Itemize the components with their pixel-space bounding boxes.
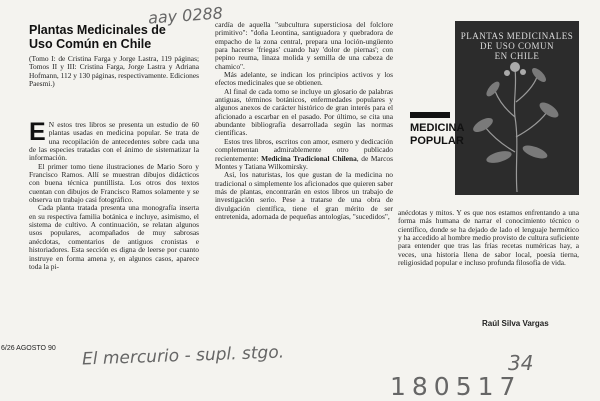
col1-paragraph-2: El primer tomo tiene ilustraciones de Mario Soro y Francisco Ramos. Allí se muestran dibujos didácticos con buena técnica puntillista. Los otros dos textos cuentan con dibujos de Francisco Ramos solamente y se observa un trabajo casi fotográfico. [29,161,199,205]
book-cover [455,21,579,195]
publication-date: 6/26 AGOSTO 90 [1,345,56,352]
book-reference: Medicina Tradicional Chilena [261,153,357,163]
section-label-line-1: MEDICINA [410,122,465,134]
col2-paragraph-5: Así, los naturistas, los que gustan de la medicina no tradicional o simplemente los aficionados que quieren saber más de plantas, encontrarán en estos libros un trabajo de investigación serio. Pese a tratarse de una obra de divulgación científica, tiene el gran mérito de ser entretenida, adornada de pequeñas antologías, "sucedidos", [215,170,393,221]
cover-title-line-3: EN CHILE [494,51,540,61]
dropcap: E [29,118,46,146]
title-line-2: Uso Común en Chile [29,37,152,51]
col3-paragraph-1: anécdotas y mitos. Y es que nos estamos enfrentando a una forma más humana de narrar el conocimiento técnico o científico, donde se ha dejado de lado el lenguaje hermético y ha accedido al hombre medio provisto de cultura suficiente para entender que tras las frías recetas numéricas hay, a veces, una historia llena de sabor local, poesía tierna, religiosidad popular e incluso profunda filosofía de vida. [398,208,579,268]
cover-title-line-1: PLANTAS MEDICINALES [460,31,574,41]
handwritten-page: 34 [508,351,534,375]
section-label-line-2: POPULAR [410,134,464,147]
column-3 [398,209,579,267]
section-bar [410,112,450,118]
title-line-1: Plantas Medicinales de [29,23,166,37]
article-title [29,23,199,51]
plant-illustration [455,57,579,195]
cover-title-line-2: DE USO COMUN [479,41,554,51]
col2-paragraph-3: Al final de cada tomo se incluye un glosario de palabras antiguas, términos botánicos, enfermedades populares y algunos anexos de carácter histórico de gran interés para el aficionado a escarbar en el pasado. Por último, se cita una abundante bibliografía desarrollada según las normas científicas. [215,86,393,138]
col1-paragraph-3: Cada planta tratada presenta una monografía inserta en su respectiva familia botánica e incluye, asimismo, el sistema de cultivo. A continuación, se relatan algunos usos populares, acompañados de muy sabrosas anécdotas, comentarios de antiguos cronistas e historiadores. Esta sección es digna de leerse por cuanto instruye en forma amena y, en algunos casos, aparece toda la pi- [29,203,199,271]
col1-paragraph-1: N estos tres libros se presenta un estudio de 60 plantas usadas en medicina popular. Se trata de una recopilación de antecedentes sobre cada una de las especies tratadas con el ánimo de sistematizar la información. [29,120,199,163]
column-2 [215,21,393,221]
handwritten-code: aay 0288 [147,3,224,28]
col2-paragraph-2: Más adelante, se indican los principios activos y los efectos medicinales que se obtienen. [215,70,393,88]
col2-p4-part-a: Estos tres libros, escritos con amor, esmero y dedicación complementan admirablemente otro publicado recientemente: [215,136,393,163]
handwritten-source: El mercurio - supl. stgo. [81,342,285,370]
author-signature: Raúl Silva Vargas [482,319,549,328]
column-1 [29,118,199,271]
section-label [410,122,464,147]
book-details: (Tomo I: de Cristina Farga y Jorge Lastra, 119 páginas; Tomos II y III: Cristina Farga, Jorge Lastra y Adriana Hofmann, 112 y 130 páginas, respectivamente. Ediciones Paesmi.) [29,54,199,89]
handwritten-number: 180517 [390,372,522,401]
col2-paragraph-1: cardía de aquella "subcultura supersticiosa del folclore primitivo": "doña Leontina, santiguadora y quebradora de empacho de la zona central, prepara una loción-ungüento para hacerse 'friegas' cuando hay 'dolor de piernas'; con pepino reuma, linaza molida y semilla de una cabeza de chamico". [215,20,393,71]
col2-p4-part-c: , de Marcos Montes y Tatiana Wilkomirsky. [215,153,393,171]
col2-paragraph-4 [215,138,393,171]
